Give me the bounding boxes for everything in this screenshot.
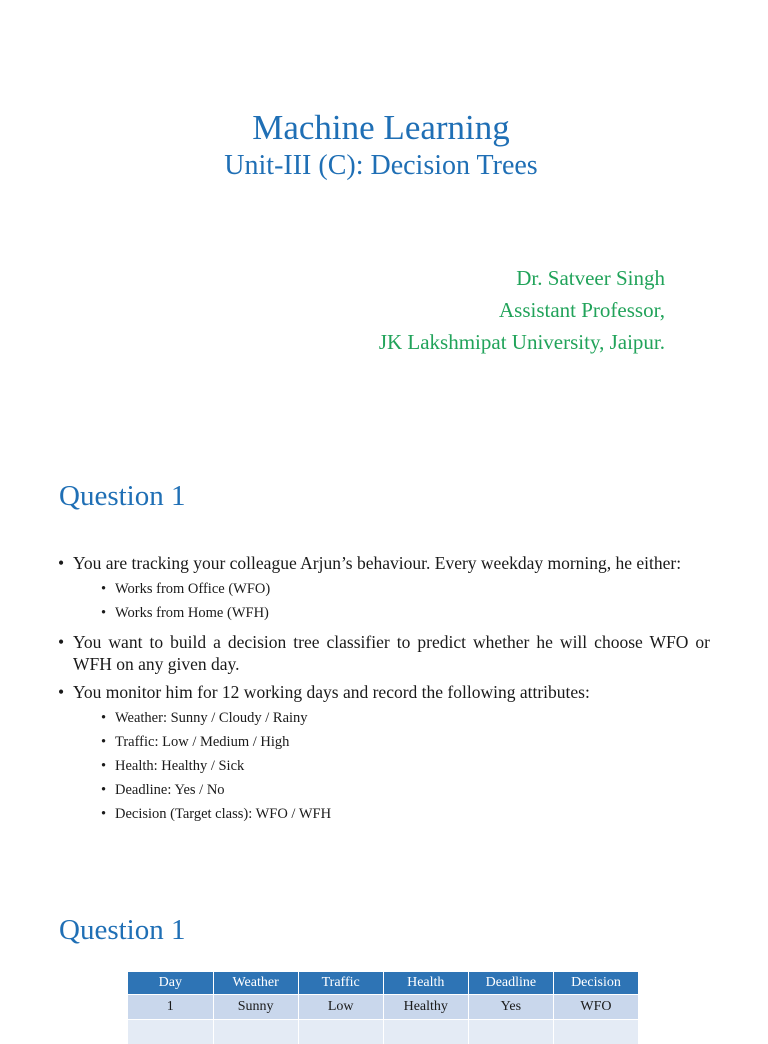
column-header-day: Day: [128, 972, 213, 995]
bullet-item: [58, 631, 710, 675]
column-header-decision: Decision: [553, 972, 638, 995]
column-header-health: Health: [383, 972, 468, 995]
author-affiliation: JK Lakshmipat University, Jaipur.: [379, 326, 665, 358]
column-header-deadline: Deadline: [468, 972, 553, 995]
table-cell-health: Healthy: [383, 995, 468, 1020]
title-slide: [0, 0, 768, 456]
table-slide: [0, 890, 768, 1024]
bullet-text: You are tracking your colleague Arjun’s behaviour. Every weekday morning, he either:: [73, 553, 681, 573]
sub-bullet-item: • Health: Healthy / Sick: [101, 754, 710, 778]
question-bullets: [58, 552, 710, 832]
question-heading: Question 1: [59, 478, 185, 514]
sub-bullet-list: [73, 706, 710, 826]
bullet-item: [58, 681, 710, 826]
table-cell-deadline: [468, 1020, 553, 1044]
table-cell-deadline: Yes: [468, 995, 553, 1020]
sub-title: Unit-III (C): Decision Trees: [0, 149, 762, 183]
column-header-weather: Weather: [213, 972, 298, 995]
sub-bullet-item: • Decision (Target class): WFO / WFH: [101, 802, 710, 826]
data-table: [128, 972, 639, 1044]
table-cell-health: [383, 1020, 468, 1044]
question-slide: [0, 456, 768, 890]
author-position: Assistant Professor,: [379, 294, 665, 326]
table-cell-day: [128, 1020, 213, 1044]
sub-bullet-item: • Traffic: Low / Medium / High: [101, 730, 710, 754]
bullet-item: [58, 552, 710, 625]
sub-bullet-list: [73, 577, 710, 625]
main-title: Machine Learning: [0, 106, 762, 150]
author-name: Dr. Satveer Singh: [379, 262, 665, 294]
sub-bullet-item: • Deadline: Yes / No: [101, 778, 710, 802]
sub-bullet-item: • Weather: Sunny / Cloudy / Rainy: [101, 706, 710, 730]
table-cell-decision: WFO: [553, 995, 638, 1020]
table-cell-traffic: [298, 1020, 383, 1044]
table-cell-day: 1: [128, 995, 213, 1020]
table-cell-decision: [553, 1020, 638, 1044]
table-cell-weather: [213, 1020, 298, 1044]
sub-bullet-item: • Works from Home (WFH): [101, 601, 710, 625]
table-slide-heading: Question 1: [59, 912, 185, 948]
table-row: [128, 995, 639, 1020]
table-row: [128, 1020, 639, 1044]
table-cell-traffic: Low: [298, 995, 383, 1020]
author-block: [379, 262, 665, 358]
sub-bullet-item: • Works from Office (WFO): [101, 577, 710, 601]
bullet-text: You want to build a decision tree classifier to predict whether he will choose WFO or WFH on any given day.: [73, 632, 710, 674]
table-header-row: [128, 972, 639, 995]
table-cell-weather: Sunny: [213, 995, 298, 1020]
bullet-text: You monitor him for 12 working days and record the following attributes:: [73, 682, 590, 702]
column-header-traffic: Traffic: [298, 972, 383, 995]
